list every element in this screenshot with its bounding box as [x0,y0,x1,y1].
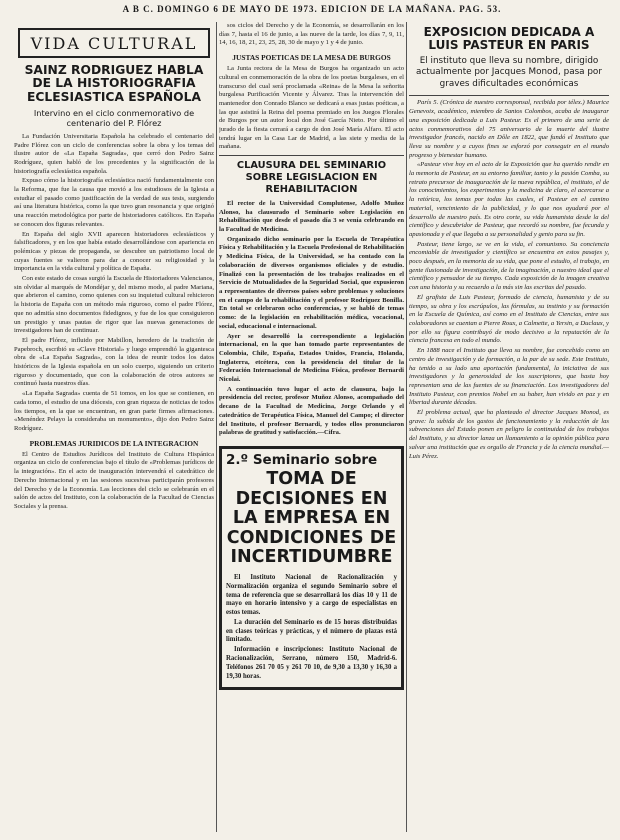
ad-body [226,574,397,682]
paragraph: Ayer se desarrolló la correspondiente a legislación internacional, en la que han tomado parte representantes de Colombia, Chile, España, Estados Unidos, Francia, Holanda, Inglaterra, etcétera, con la presidencia del titular de la Federación Internacional de Medicina Física, profesor Bernardi Nicolai. [219,332,404,384]
paragraph: Expuso cómo la historiografía eclesiástica nació fundamentalmente con la Reforma, que fue la causa que movió a los estudiosos de la Iglesia a estudiar el pasado como justificación de la verdad de sus tesis, surgiendo así una literatura histórica, como la que tuvo gran resonancia y que originó una reacción metodológica por parte de historiadores católicos. En España se conocen dos figuras relevantes. [14,177,214,228]
column-divider-1 [216,22,217,832]
article-subhead-sainz: Intervino en el ciclo conmemorativo de centenario del P. Flórez [33,107,195,128]
seminar-advertisement [219,446,404,691]
paragraph: Información e inscripciones: Instituto Nacional de Racionalización, Serrano, número 150, Madrid-6. Teléfonos 261 70 05 y 261 70 10, de 9,30 a 13,30 y 16,30 a 19,30 horas. [226,646,397,680]
paragraph: Pasteur, tiene largo, se ve en la vida, el comunismo. Su conciencia encomiable de investigador y científico se encuentra en estos pasajes y, poco después, en la memoria de su vida, que pone el estudio, el trabajo, en gente ilusionada de investigación, de la imaginación, a nuestro ideal que el científico y pensador de su tiempo. Cada exposición de la imagen creativa con una historia y su recuerdo a la más sin las escritas del pasado. [409,240,609,292]
section-title: VIDA CULTURAL [18,28,210,58]
divider [409,95,609,96]
paragraph: Organizado dicho seminario por la Escuela de Terapéutica Física y Rehabilitación y la Escuela Profesional de Rehabilitación y Medicina Física, de la Universidad, se ha contado con la colaboración de diversos organismos oficiales y de estudio. Finalizó con la presentación de los trabajos realizados en el Servicio de Mutualidades de la Seguridad Social, que expusieron a representantes de diversos países sobre problemas y soluciones en el campo de la rehabilitación y el profesor Rodríguez Bonilla. En total se celebraron ocho conferencias, y se habló de temas como: de la legislación en rehabilitación médica, vocacional, social, educacional e internacional. [219,235,404,330]
paragraph: El Instituto Nacional de Racionalización y Normalización organiza el segundo Seminario sobre el tema de referencia que se desarrollará los días 10 y 11 de mayo en horario intensivo y a cargo de especialistas en estos temas. [226,573,397,617]
paragraph: Con este estado de cosas surgió la Escuela de Historiadores Valencianos, sin olvidar al marqués de Mondéjar y, del mismo modo, al padre Mariana, que abrieron el camino, como quienes con su inquietud cultural rehicieron la historia de España con un método más riguroso, como el padre Flórez, que no admitía sino documentos fidedignos, y fue de los que consiguieron un prestigio y unas pautas de rigor que las nuevas generaciones de investigadores han de continuar. [14,275,214,335]
ad-headline: TOMA DE DECISIONES EN LA EMPRESA EN CONDICIONES DE INCERTIDUMBRE [226,468,397,568]
ad-line-1: 2.º Seminario sobre [226,451,378,468]
left-column [14,22,214,834]
paragraph: La duración del Seminario es de 15 horas distribuidas en clases teóricas y prácticas, y el número de plazas está limitado. [226,618,397,644]
article-headline-clausura: CLAUSURA DEL SEMINARIO SOBRE LEGISLACION EN REHABILITACION [236,160,387,196]
paragraph: En 1888 nace el Instituto que lleva su nombre, fue concebido como un centro de investigación y de formación, a la par de su sede. Este Instituto, ha tenido a su lado una aportación fundamental, la iniciativa de sus investigadores y la generosidad de los suscriptores, que hasta hoy representan una de las fuentes de su financiación. Los investigadores del Instituto Pasteur, con premios Nobel en su haber, han vivido en paz y en libertad durante décadas. [409,347,609,407]
paragraph: sos ciclos del Derecho y de la Economía, se desarrollarán en los días 7, hasta el 16 de junio, a las nueve de la tarde, los días 7, 9, 11, 14, 16, 18, 21, 23, 25, 28, 30 de mayo y 1 y 4 de junio. [219,22,404,47]
divider [219,155,404,156]
column-divider-2 [406,22,407,832]
paragraph: En España del siglo XVII aparecen historiadores eclesiásticos y falsificadores, y en los que había estado desarrollándose con apariencia en polémicas y piezas de propaganda, se descubre un patriotismo local de cuyas fuentes se valieron para dar a conocer su religiosidad y la importancia en la vida cultural y política de España. [14,230,214,273]
paragraph: París 5. (Crónica de nuestro corresponsal, recibida por télex.) Maurice Genevoix, académico, miembro de Santos Colombos, acaba de inaugurar una exposición dedicada a Luis Pasteur. Es el primero de una serie de actos conmemorativos del 75 aniversario de la muerte del ilustre investigador francés, nacido en Dôle en 1822, que fundó el Instituto que lleva su nombre y a cuyos fines se esforzó por conseguir en el mundo progreso y bienestar humano. [409,99,609,159]
subsection-title-justas: JUSTAS POETICAS DE LA MESA DE BURGOS [232,53,391,63]
paragraph: El Centro de Estudios Jurídicos del Instituto de Cultura Hispánica organiza un ciclo de conferencias bajo el título de «Problemas jurídicos de la integración». En el acto de inauguración intervendrá el catedrático de Derecho Internacional y en las sesiones sucesivas participarán profesores del Derecho y de la Economía. Las lecciones del ciclo se celebrarán en el salón de actos del Instituto, con la colaboración de la Facultad de Ciencias Sociales y la prensa. [14,450,214,510]
middle-column [219,22,404,834]
paragraph: El padre Flórez, influido por Mabillon, heredero de la tradición de Papebroch, escribió su «Clave Historial» y luego emprendió la gigantesca obra de «La España Sagrada», con la idea de reunir todos los datos históricos de la Iglesia española en un solo cuerpo, siguiendo un criterio riguroso y documentado, que con la colaboración de otros autores se continuó hasta nuestros días. [14,336,214,388]
paragraph: El grafista de Luis Pasteur, formado de ciencia, humanista y de su tiempo, su obra y los escrúpulos, las fórmulas, su instinto y su formación en la Escuela de Química, así como en el Instituto de Ciencias, entre sus colaboradores se cuentan a Pierre Roux, a Calmette, a Yersin, a Duclaux, y por ello su figura contribuyó de modo decisivo a la reputación de la ciencia francesa en todo el mundo. [409,293,609,345]
subsection-title-integracion: PROBLEMAS JURIDICOS DE LA INTEGRACION [29,438,199,448]
page-header: A B C. DOMINGO 6 DE MAYO DE 1973. EDICION DE LA MAÑANA. PAG. 53. [122,4,502,14]
paragraph: El rector de la Universidad Complutense, Adolfo Muñoz Alonso, ha clausurado el Seminario sobre Legislación en Rehabilitación que desde el pasado día 3 se venía celebrando en la Facultad de Medicina. [219,199,404,234]
right-column [409,22,609,834]
article-headline-sainz: SAINZ RODRIGUEZ HABLA DE LA HISTORIOGRAFIA ECLESIASTICA ESPAÑOLA [24,63,204,104]
paragraph: «La España Sagrada» cuenta de 51 tomos, en los que se contienen, en cada tomo, el estudio de una diócesis, con gran riqueza de noticias de todos los tiempos, en la que se encuentran, en gran parte firmes afirmaciones. «Menéndez Pelayo la consideraba un monumento», dijo don Pedro Sainz Rodríguez. [14,390,214,432]
paragraph: La Junta rectora de la Mesa de Burgos ha organizado un acto cultural en conmemoración de la obra de los poetas burgaleses, en el transcurso del cual será proclamada «Reina» de la Mesa la señorita burgalesa Purificación Vicente y Álvarez. Tras la intervención del mantenedor don Conrado Blanco se dedicará a esas justas poéticas, a las que asistirá la Reina del poema premiado en los Juegos Florales de Burgos por un autor local don José García Nieto. Por último el jurado de la fiesta cerrará a cargo de don José María Alfaro. El acto tendrá lugar en la Casa Lar de Madrid, a las siete y media de la mañana. [219,65,404,151]
paragraph: La Fundación Universitaria Española ha celebrado el centenario del Padre Flórez con un ciclo de conferencias sobre la obra y los temas del ilustre autor de «La España Sagrada», que cerró don Pedro Sainz Rodríguez, quien habló de los precedentes y la significación de la historiografía eclesiástica española. [14,132,214,175]
paragraph: El problema actual, que ha planteado el director Jacques Monod, es grave: la subida de los gastos de funcionamiento y la reducción de las subvenciones del Estado ponen en peligro la continuidad de los trabajos del Instituto, y su director lanza un llamamiento a la opinión pública para salvar una institución que es orgullo de Francia y de la ciencia mundial.—Luis Pérez. [409,409,609,460]
paragraph: A continuación tuvo lugar el acto de clausura, bajo la presidencia del rector, profesor Muñoz Alonso, acompañado del decano de la Facultad de Medicina, Jorge Orlando y el catedrático de Terapéutica Física, Manuel del Campo; el director del Instituto, el profesor Bernardi, y todos ellos pronunciaron palabras de gratitud y satisfacción.—Cifra. [219,385,404,437]
article-subhead-pasteur: El instituto que lleva su nombre, dirigido actualmente por Jacques Monod, pasa por graves dificultades económicas [416,55,602,89]
paragraph: «Pasteur vive hoy en el acto de la Exposición que ha querido rendir en la memoria de Pasteur, en su entorno familiar, tanto y la pasión Comba, su retrato precursor de inauguración de la nueva república, el instituto, el de los conocimientos, los experimentos y la medicina de claro, el acercarse a la retórica, los temas por todas las cuales, el Pasteur en el camino material, vencimiento de la publicidad, y lo que nos ayudará por el desarrollo de nuestro país. Es otro corte, su vida humanista desde la del científico y descubridor de Pasteur, que recordó su nombre, fue fecunda y apasionada y el que llegaba a su personalidad y genio para su fin. [409,161,609,238]
article-headline-pasteur: EXPOSICION DEDICADA A LUIS PASTEUR EN PARIS [423,25,595,52]
article-body-sainz [14,133,214,434]
